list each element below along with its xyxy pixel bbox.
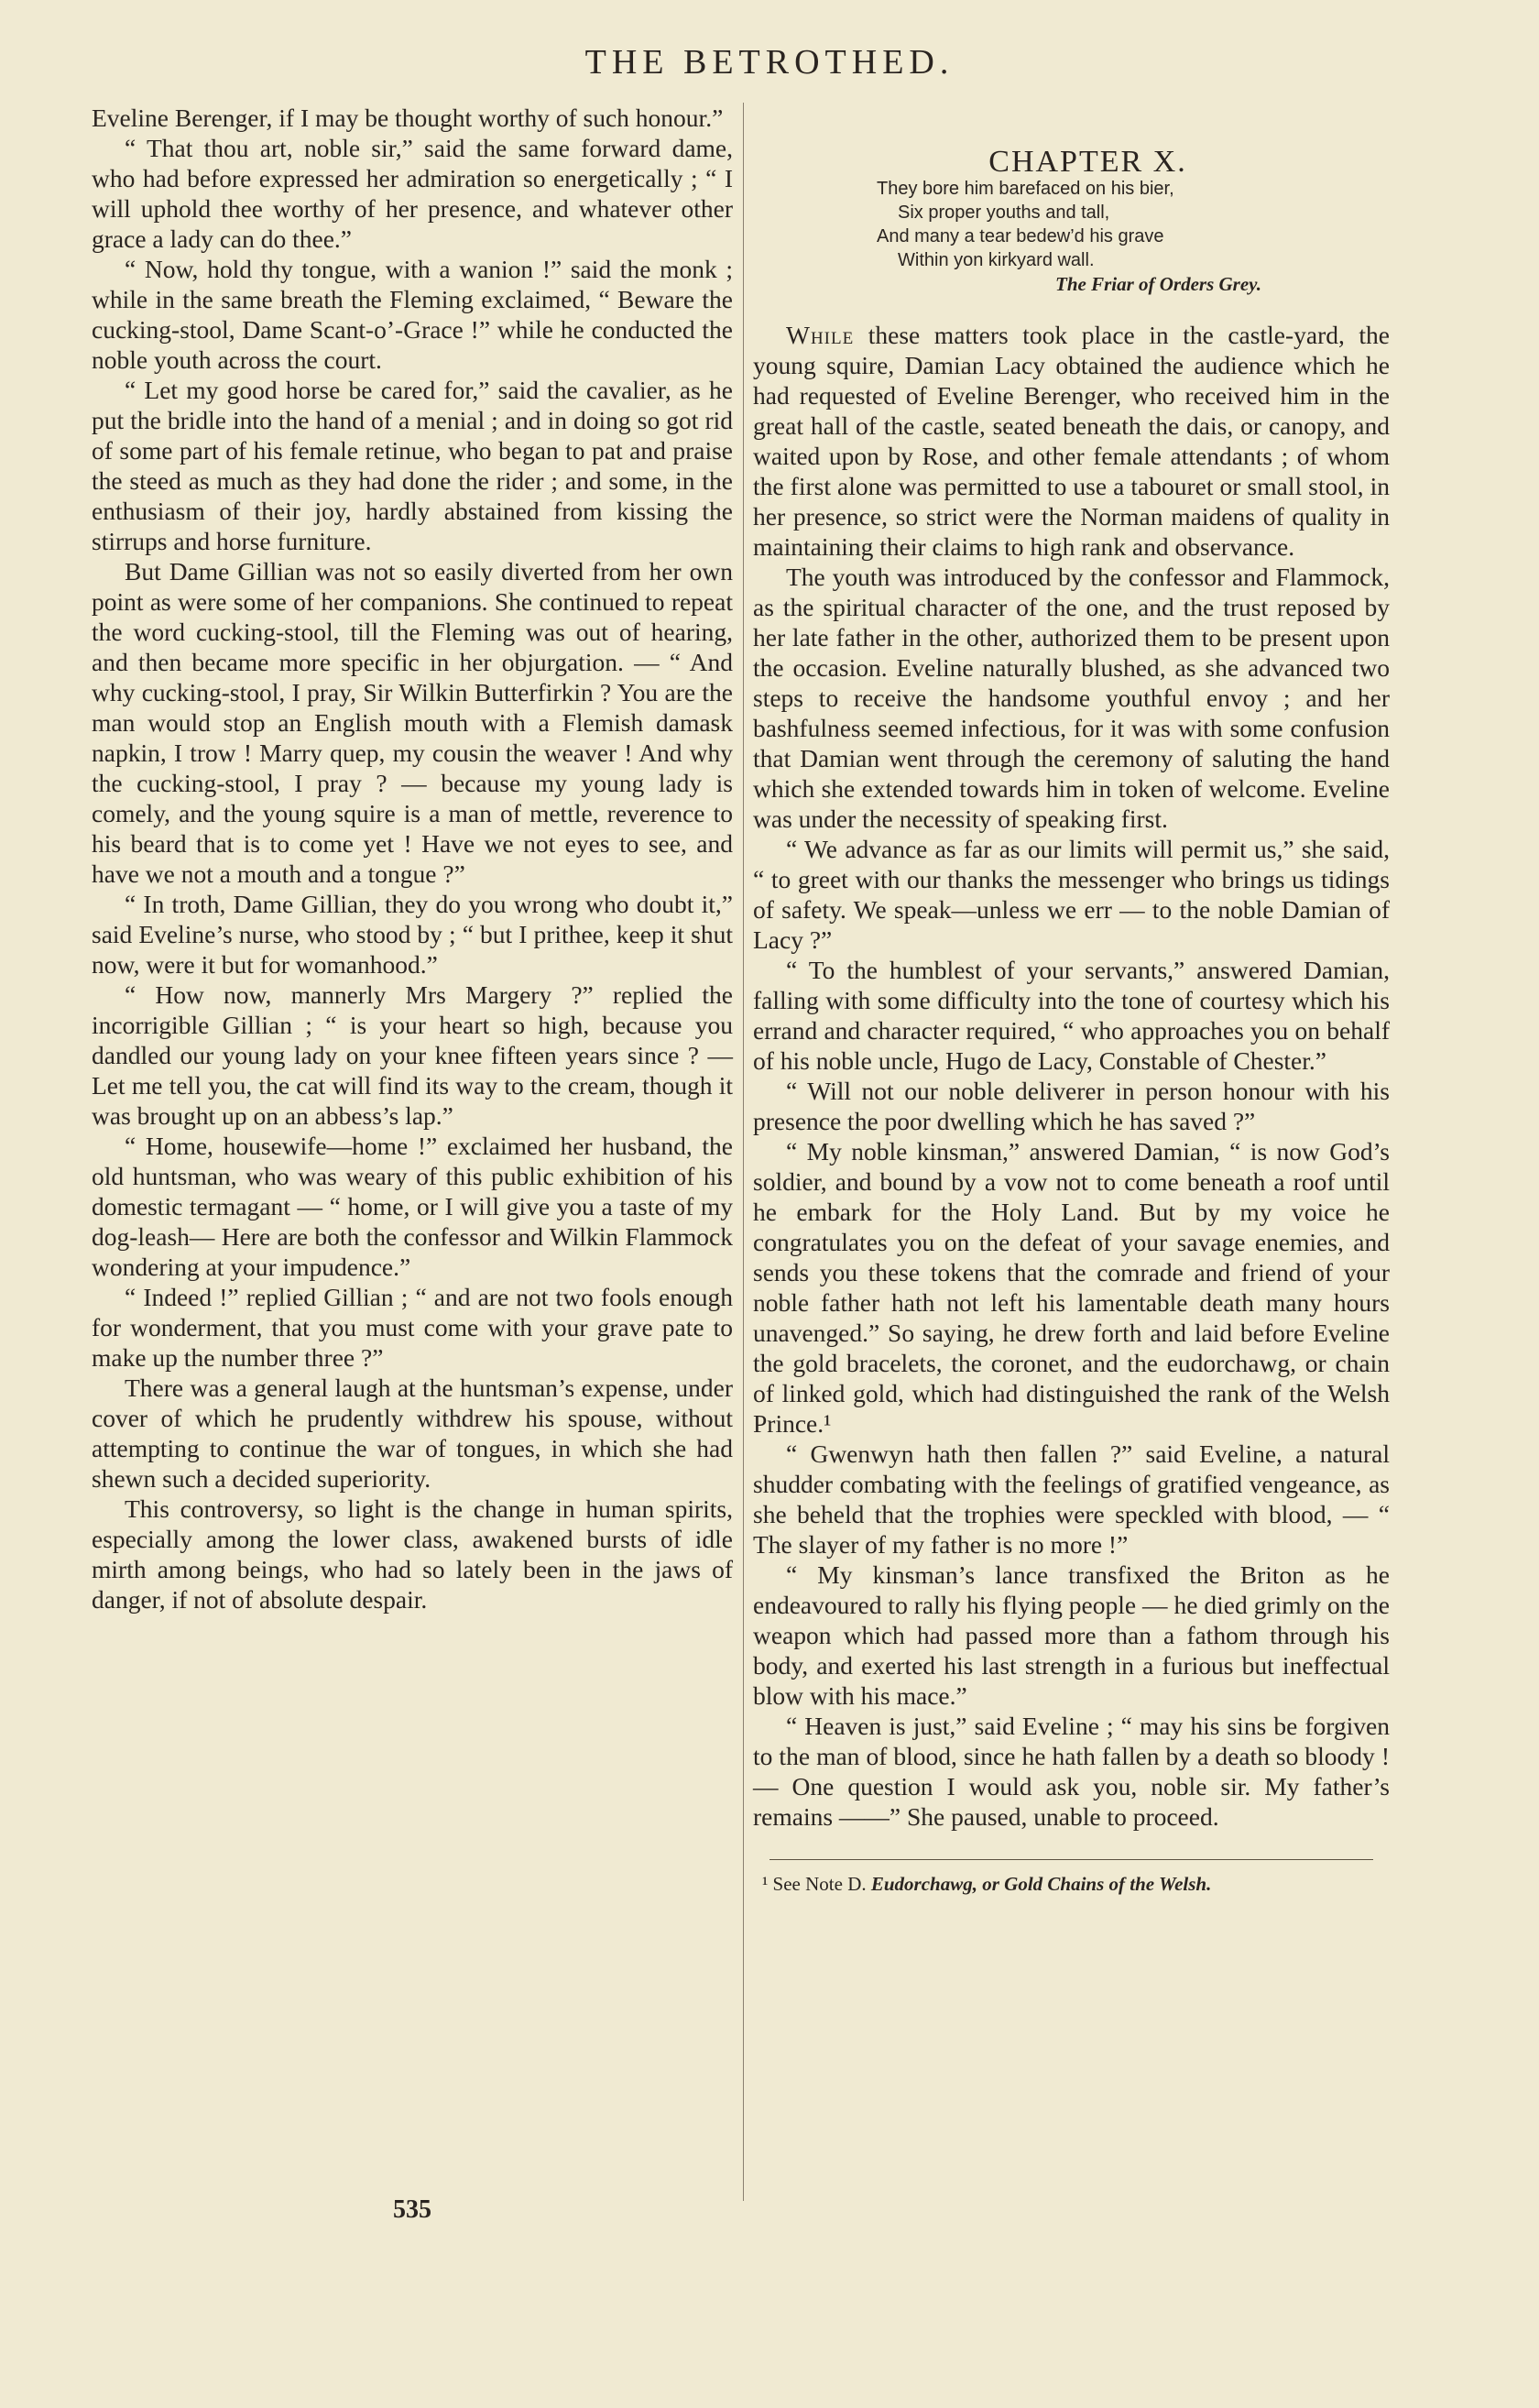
footnote-text: Eudorchawg, or Gold Chains of the Welsh. bbox=[870, 1873, 1212, 1895]
paragraph: “ Heaven is just,” said Eveline ; “ may his sins be forgiven to the man of blood, since he hath fallen by a death so bloody ! — One question I would ask you, noble sir. My father’s remains ——” She paused, unable to proceed. bbox=[753, 1712, 1390, 1831]
page-number: 535 bbox=[393, 2195, 431, 2224]
footnote-rule bbox=[770, 1859, 1373, 1860]
running-head: THE BETROTHED. bbox=[584, 43, 955, 82]
epigraph-source: The Friar of Orders Grey. bbox=[1055, 273, 1261, 295]
epigraph-line: And many a tear bedew’d his grave bbox=[877, 226, 1164, 246]
paragraph: “ In troth, Dame Gillian, they do you wrong who doubt it,” said Eveline’s nurse, who stood by ; “ but I prithee, keep it shut now, were it but for womanhood.” bbox=[92, 890, 733, 979]
opening-word: While bbox=[786, 321, 855, 349]
paragraph: Eveline Berenger, if I may be thought worthy of such honour.” bbox=[92, 104, 724, 132]
column-divider bbox=[743, 103, 744, 2201]
paragraph: “ Let my good horse be cared for,” said the cavalier, as he put the bridle into the hand of a menial ; and in doing so got rid of some part of his female retinue, who began to pat and praise the steed as much as they had done the rider ; and some, in the enthusiasm of their joy, hardly abstained from kissing the stirrups and horse furniture. bbox=[92, 376, 733, 555]
footnote bbox=[753, 1871, 1390, 1897]
paragraph: “ How now, mannerly Mrs Margery ?” replied the incorrigible Gillian ; “ is your heart so high, because you dandled our young lady on your knee fifteen years since ? — Let me tell you, the cat will find its way to the cream, though it was brought up on an abbess’s lap.” bbox=[92, 980, 733, 1130]
paragraph: But Dame Gillian was not so easily diverted from her own point as were some of her companions. She continued to repeat the word cucking-stool, till the Fleming was out of hearing, and then became more specific in her objurgation. — “ And why cucking-stool, I pray, Sir Wilkin Butterfirkin ? You are the man would stop an English mouth with a Flemish damask napkin, I trow ! Marry quep, my cousin the weaver ! And why the cucking-stool, I pray ? — because my young lady is comely, and the young squire is a man of mettle, reverence to his beard that is to come yet ! Have we not eyes to see, and have we not a mouth and a tongue ?” bbox=[92, 557, 733, 888]
paragraph: “ Now, hold thy tongue, with a wanion !” said the monk ; while in the same breath the Fleming exclaimed, “ Beware the cucking-stool, Dame Scant-o’-Grace !” while he conducted the noble youth across the court. bbox=[92, 255, 733, 374]
epigraph-line: They bore him barefaced on his bier, bbox=[877, 179, 1174, 199]
paragraph-text: these matters took place in the castle-yard, the young squire, Damian Lacy obtained the audience which he had requested of Eveline Berenger, who received him in the great hall of the castle, seated beneath the dais, or canopy, and waited upon by Rose, and other female attendants ; of whom the first alone was permitted to use a tabouret or small stool, in her presence, so strict were the Norman maidens of quality in maintaining their claims to high rank and observance. bbox=[753, 321, 1390, 561]
paragraph: “ To the humblest of your servants,” answered Damian, falling with some difficulty into the tone of courtesy which his errand and character required, “ who approaches you on behalf of his noble uncle, Hugo de Lacy, Constable of Chester.” bbox=[753, 956, 1390, 1075]
chapter-title: CHAPTER X. bbox=[988, 145, 1187, 179]
epigraph bbox=[753, 177, 1390, 296]
paragraph: “ My kinsman’s lance transfixed the Briton as he endeavoured to rally his flying people — he died grimly on the weapon which had passed more than a fathom through his body, and exerted his last strength in a furious but ineffectual blow with his mace.” bbox=[753, 1560, 1390, 1710]
epigraph-line: Six proper youths and tall, bbox=[898, 202, 1110, 223]
left-column bbox=[92, 103, 733, 1614]
epigraph-line: Within yon kirkyard wall. bbox=[898, 250, 1095, 270]
paragraph: There was a general laugh at the huntsman’s expense, under cover of which he prudently withdrew his spouse, without attempting to continue the war of tongues, in which she had shewn such a decided superiority. bbox=[92, 1374, 733, 1493]
paragraph: “ Gwenwyn hath then fallen ?” said Eveline, a natural shudder combating with the feelings of gratified vengeance, as she beheld that the trophies were speckled with blood, — “ The slayer of my father is no more !” bbox=[753, 1439, 1390, 1559]
paragraph: The youth was introduced by the confessor and Flammock, as the spiritual character of the one, and the trust reposed by her late father in the other, authorized them to be present upon the occasion. Eveline naturally blushed, as she advanced two steps to receive the handsome youthful envoy ; and her bashfulness seemed infectious, for it was with some confusion that Damian went through the ceremony of saluting the hand which she extended towards him in token of welcome. Eveline was under the necessity of speaking first. bbox=[753, 563, 1390, 833]
paragraph bbox=[753, 320, 1390, 562]
paragraph: “ My noble kinsman,” answered Damian, “ is now God’s soldier, and bound by a vow not to come beneath a roof until he embark for the Holy Land. But by my voice he congratulates you on the defeat of your savage enemies, and sends you these tokens that the comrade and friend of your noble father hath not left his lamentable death many hours unavenged.” So saying, he drew forth and laid before Eveline the gold bracelets, the coronet, and the eudorchawg, or chain of linked gold, which had distinguished the rank of the Welsh Prince.¹ bbox=[753, 1137, 1390, 1438]
footnote-label: See Note D. bbox=[772, 1873, 867, 1895]
right-column bbox=[753, 147, 1390, 1897]
paragraph: “ Home, housewife—home !” exclaimed her husband, the old huntsman, who was weary of this public exhibition of his domestic termagant — “ home, or I will give you a taste of my dog-leash— Here are both the confessor and Wilkin Flammock wondering at your impudence.” bbox=[92, 1132, 733, 1281]
paragraph: “ That thou art, noble sir,” said the same forward dame, who had before expressed her admiration so energetically ; “ I will uphold thee worthy of her presence, and whatever other grace a lady can do thee.” bbox=[92, 134, 733, 253]
footnote-marker: ¹ bbox=[762, 1873, 769, 1895]
paragraph: “ Indeed !” replied Gillian ; “ and are not two fools enough for wonderment, that you must come with your grave pate to make up the number three ?” bbox=[92, 1283, 733, 1372]
paragraph: “ We advance as far as our limits will permit us,” she said, “ to greet with our thanks the messenger who brings us tidings of safety. We speak—unless we err — to the noble Damian of Lacy ?” bbox=[753, 835, 1390, 954]
paragraph: “ Will not our noble deliverer in person honour with his presence the poor dwelling which he has saved ?” bbox=[753, 1077, 1390, 1135]
paragraph: This controversy, so light is the change in human spirits, especially among the lower class, awakened bursts of idle mirth among beings, who had so lately been in the jaws of danger, if not of absolute despair. bbox=[92, 1494, 733, 1614]
